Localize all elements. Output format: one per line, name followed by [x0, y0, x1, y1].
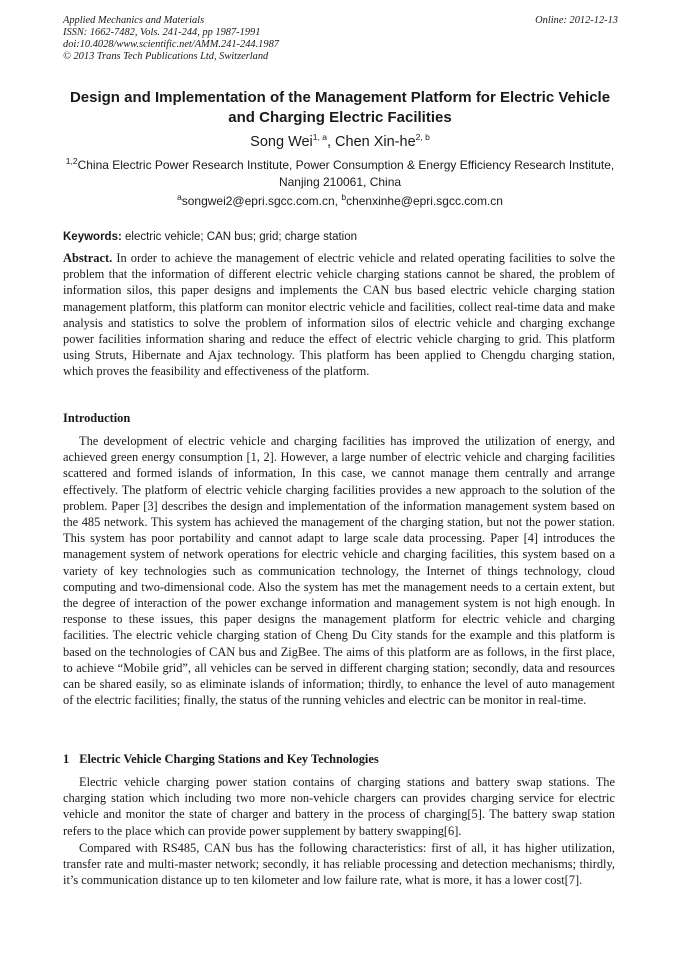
- email-mark: a: [177, 192, 182, 202]
- affiliation-text: China Electric Power Research Institute, Power Consumption & Energy Efficiency Research Institute, Nanjing 210061, China: [77, 158, 615, 189]
- section-number: 1: [63, 752, 70, 766]
- issn-line: ISSN: 1662-7482, Vols. 241-244, pp 1987-1991: [63, 27, 261, 38]
- email-separator: ,: [334, 194, 342, 208]
- section-heading-introduction: Introduction: [63, 411, 131, 425]
- author-affiliation-mark: 2, b: [415, 132, 430, 143]
- section1-paragraph: Compared with RS485, CAN bus has the following characteristics: first of all, it has higher utilization, transfer rate and multi-master network; secondly, it has reliable processing and detection mechanisms; thirdly, it’s communication distance up to ten kilometer and low failure rate, what is more, it has a lower cost[7].: [63, 841, 615, 888]
- keywords: [63, 230, 617, 245]
- section1-paragraph: Electric vehicle charging power station contains of charging stations and battery swap stations. The charging station which including two more non-vehicle chargers can provides charging service for electric vehicle and monitor the state of charger and battery in the process of charging[5]. The battery swap station refers to the place which can provide power supplement by battery swapping[6].: [63, 775, 615, 838]
- section-title: Electric Vehicle Charging Stations and Key Technologies: [79, 752, 379, 766]
- author-separator: ,: [326, 134, 336, 150]
- doi-line: doi:10.4028/www.scientific.net/AMM.241-244.1987: [63, 39, 279, 50]
- section-heading-1: [63, 751, 615, 767]
- affiliation-mark: 1,2: [65, 156, 78, 166]
- copyright-line: © 2013 Trans Tech Publications Ltd, Switzerland: [63, 51, 269, 62]
- author-affiliation-mark: 1, a: [312, 132, 327, 143]
- abstract: [63, 250, 615, 380]
- paper-title: Design and Implementation of the Management Platform for Electric Vehicle and Charging Electric Facilities: [69, 89, 611, 126]
- author-list: [63, 133, 617, 151]
- introduction-paragraph: The development of electric vehicle and charging facilities has improved the utilization of energy, and achieved green energy consumption [1, 2]. However, a large number of electric vehicle and charging facilities scattered and formed islands of information, In this case, we cannot manage them centrally and arrange effectively. The platform of electric vehicle charging facilities provides a new approach to the solution of the problem. Paper [3] describes the design and implementation of the information management system based on the 485 network. This system has achieved the management of the charging station, but not the power station. This system has poor portability and cannot adapt to large scale data processing. Paper [4] introduces the management system of network operations for electric vehicle and charging facilities, this system based on a variety of key technologies such as communication technology, the Internet of things technology, cloud computing and two-dimensional code. Also the system has met the management needs to a certain extent, but the degree of interaction of the power exchange information and management system is not high enough. In response to these issues, this paper designs the management platform for electric vehicle and charging facilities. The electric vehicle charging station of Cheng Du City stands for the example and this platform is based on the technologies of CAN bus and ZigBee. The aims of this platform are as follows, in the first place, to achieve “Mobile grid”, all vehicles can be served in different charging station; secondly, data and resources can be shared easily, so as eliminate islands of information; thirdly, to enhance the level of auto management of the electric facilities; finally, the status of the running vehicles and electric can be monitor in real-time.: [63, 434, 615, 708]
- affiliation: [63, 157, 617, 191]
- abstract-text: In order to achieve the management of electric vehicle and related operating facilities to solve the problem that the information of different electric vehicle charging stations cannot be shared, the problem of information silos, this paper designs and implements the CAN bus based electric vehicle charging station management platform, this platform can monitor electric vehicle and facilities, collect real-time data and make analysis and statistics to solve the problem of information silos of electric vehicle and charging exchange power facilities information sharing and reduce the effect of electric vehicle charging to grid. This platform using Struts, Hibernate and Ajax technology. This platform has been applied to Chengdu charging station, which proves the feasibility and effectiveness of the platform.: [63, 251, 615, 379]
- author-name: Chen Xin-he: [335, 134, 416, 150]
- author-name: Song Wei: [250, 134, 313, 150]
- online-date: Online: 2012-12-13: [535, 15, 618, 26]
- keywords-text: electric vehicle; CAN bus; grid; charge station: [121, 231, 358, 243]
- email-mark: b: [341, 192, 347, 202]
- publication-header: [63, 15, 618, 63]
- email-link[interactable]: songwei2@epri.sgcc.com.cn: [181, 194, 335, 208]
- email-link[interactable]: chenxinhe@epri.sgcc.com.cn: [346, 194, 503, 208]
- author-emails: [63, 194, 617, 209]
- abstract-label: Abstract.: [63, 251, 113, 265]
- keywords-label: Keywords:: [63, 231, 122, 243]
- journal-name: Applied Mechanics and Materials: [63, 15, 205, 26]
